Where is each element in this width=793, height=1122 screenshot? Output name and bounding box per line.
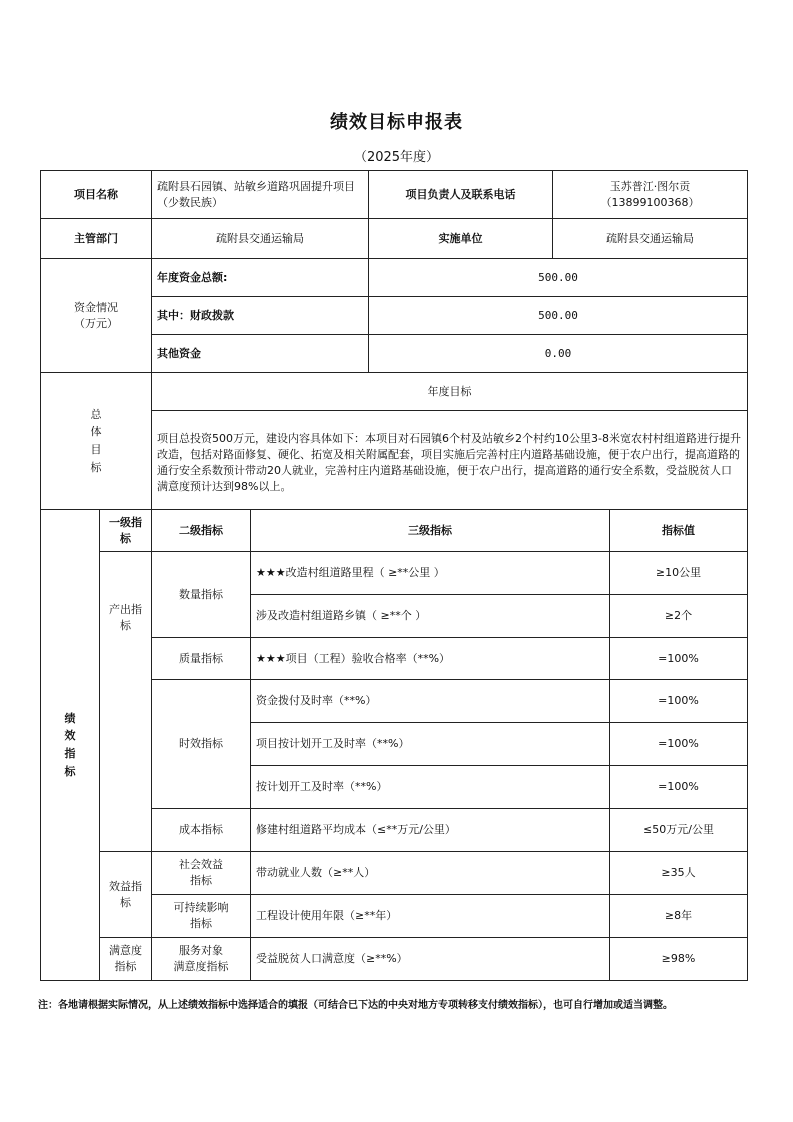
goal-label-char-4: 标 <box>90 460 102 474</box>
contact-phone: （13899100368） <box>600 195 700 209</box>
level2-sustain-line1: 可持续影响 <box>173 901 229 915</box>
level1-satisfaction-line1: 满意度 <box>109 944 142 958</box>
level2-quantity: 数量指标 <box>152 552 251 638</box>
level2-social-line1: 社会效益 <box>179 858 223 872</box>
level1-satisfaction-line2: 指标 <box>114 960 137 973</box>
level2-service-line2: 满意度指标 <box>173 960 229 973</box>
indicator-name: 工程设计使用年限（≥**年） <box>251 895 610 938</box>
indicator-name: 按计划开工及时率（**%） <box>251 766 610 809</box>
perf-label <box>41 510 100 981</box>
indicator-name: 受益脱贫人口满意度（≥**%） <box>251 938 610 981</box>
impl-value: 疏附县交通运输局 <box>553 219 748 259</box>
indicator-name: 带动就业人数（≥**人） <box>251 852 610 895</box>
funds-label-line1: 资金情况 <box>74 300 118 314</box>
header-value: 指标值 <box>610 510 748 552</box>
table-row <box>41 852 748 895</box>
contact-name: 玉苏普江·图尔贡 <box>609 179 691 193</box>
header-level3: 三级指标 <box>251 510 610 552</box>
page-year: （2025年度） <box>353 150 440 165</box>
indicator-name: 资金拨付及时率（**%） <box>251 680 610 723</box>
indicator-name: ★★★改造村组道路里程（ ≥**公里 ） <box>251 552 610 595</box>
level2-social <box>152 852 251 895</box>
perf-label-char-3: 指 <box>64 747 76 760</box>
indicator-value: ≥35人 <box>610 852 748 895</box>
indicator-value: ≥98% <box>610 938 748 981</box>
header-level1 <box>100 510 152 552</box>
level2-sustain-line2: 指标 <box>190 917 212 930</box>
row-department <box>41 219 748 259</box>
indicator-name: 项目按计划开工及时率（**%） <box>251 723 610 766</box>
funds-total-value: 500.00 <box>369 259 748 297</box>
funds-fiscal-value: 500.00 <box>369 297 748 335</box>
indicator-name: ★★★项目（工程）验收合格率（**%） <box>251 638 610 680</box>
header-level1-line2: 标 <box>120 531 131 545</box>
level2-social-line2: 指标 <box>190 874 212 887</box>
indicator-value: =100% <box>610 638 748 680</box>
perf-label-char-1: 绩 <box>64 711 76 725</box>
contact-value <box>553 171 748 219</box>
indicator-value: ≥10公里 <box>610 552 748 595</box>
level1-benefit-line1: 效益指 <box>109 879 142 893</box>
dept-label: 主管部门 <box>41 219 152 259</box>
funds-label-line2: （万元） <box>74 316 118 330</box>
footnote: 注：各地请根据实际情况，从上述绩效指标中选择适合的填报（可结合已下达的中央对地方专项转移支付绩效指标），也可自行增加或适当调整。 <box>38 1000 673 1011</box>
level1-output-line2: 标 <box>120 618 131 632</box>
indicator-name: 涉及改造村组道路乡镇（ ≥**个 ） <box>251 595 610 638</box>
funds-fiscal-label: 其中：财政拨款 <box>152 297 369 335</box>
contact-label: 项目负责人及联系电话 <box>369 171 553 219</box>
funds-label <box>41 259 152 373</box>
level1-output <box>100 552 152 852</box>
goal-label-char-3: 目 <box>90 443 102 456</box>
funds-other-label: 其他资金 <box>152 335 369 373</box>
perf-label-char-4: 标 <box>64 764 76 778</box>
level2-cost: 成本指标 <box>152 809 251 852</box>
indicator-value: =100% <box>610 766 748 809</box>
indicator-value: ≥2个 <box>610 595 748 638</box>
dept-value: 疏附县交通运输局 <box>152 219 369 259</box>
level2-service-line1: 服务对象 <box>179 944 223 958</box>
header-level2: 二级指标 <box>152 510 251 552</box>
level1-benefit <box>100 852 152 938</box>
table-row <box>41 552 748 595</box>
goal-text: 项目总投资500万元，建设内容具体如下：本项目对石园镇6个村及站敏乡2个村约10公里3-8米宽农村村组道路进行提升改造，包括对路面修复、硬化、拓宽及相关附属配套，项目实施后完善村庄内道路基础设施，便于农户出行，提高道路的通行安全系数预计带动20人就业，完善村庄内道路基础设施，便于农户出行，提高道路的通行安全系数，受益脱贫人口满意度预计达到98%以上。 <box>152 411 748 510</box>
indicator-value: ≤50万元/公里 <box>610 809 748 852</box>
row-goal-header <box>41 373 748 411</box>
level2-service <box>152 938 251 981</box>
table-row <box>41 938 748 981</box>
project-name-label: 项目名称 <box>41 171 152 219</box>
level1-satisfaction <box>100 938 152 981</box>
impl-label: 实施单位 <box>369 219 553 259</box>
goal-header: 年度目标 <box>152 373 748 411</box>
row-funds-total <box>41 259 748 297</box>
indicator-value: ≥8年 <box>610 895 748 938</box>
level1-output-line1: 产出指 <box>109 603 142 616</box>
goal-label <box>41 373 152 510</box>
indicator-value: =100% <box>610 680 748 723</box>
level2-quality: 质量指标 <box>152 638 251 680</box>
level2-time: 时效指标 <box>152 680 251 809</box>
indicator-value: =100% <box>610 723 748 766</box>
funds-other-value: 0.00 <box>369 335 748 373</box>
level1-benefit-line2: 标 <box>120 895 131 909</box>
perf-label-char-2: 效 <box>64 729 76 743</box>
header-level1-line1: 一级指 <box>109 515 142 529</box>
funds-total-label: 年度资金总额: <box>152 259 369 297</box>
project-name-value: 疏附县石园镇、站敏乡道路巩固提升项目（少数民族） <box>152 171 369 219</box>
indicator-name: 修建村组道路平均成本（≤**万元/公里） <box>251 809 610 852</box>
performance-table <box>40 170 748 981</box>
row-project-name <box>41 171 748 219</box>
goal-label-char-2: 体 <box>90 425 102 439</box>
page-title: 绩效目标申报表 <box>330 112 463 133</box>
goal-label-char-1: 总 <box>90 407 102 421</box>
level2-sustain <box>152 895 251 938</box>
row-perf-header <box>41 510 748 552</box>
